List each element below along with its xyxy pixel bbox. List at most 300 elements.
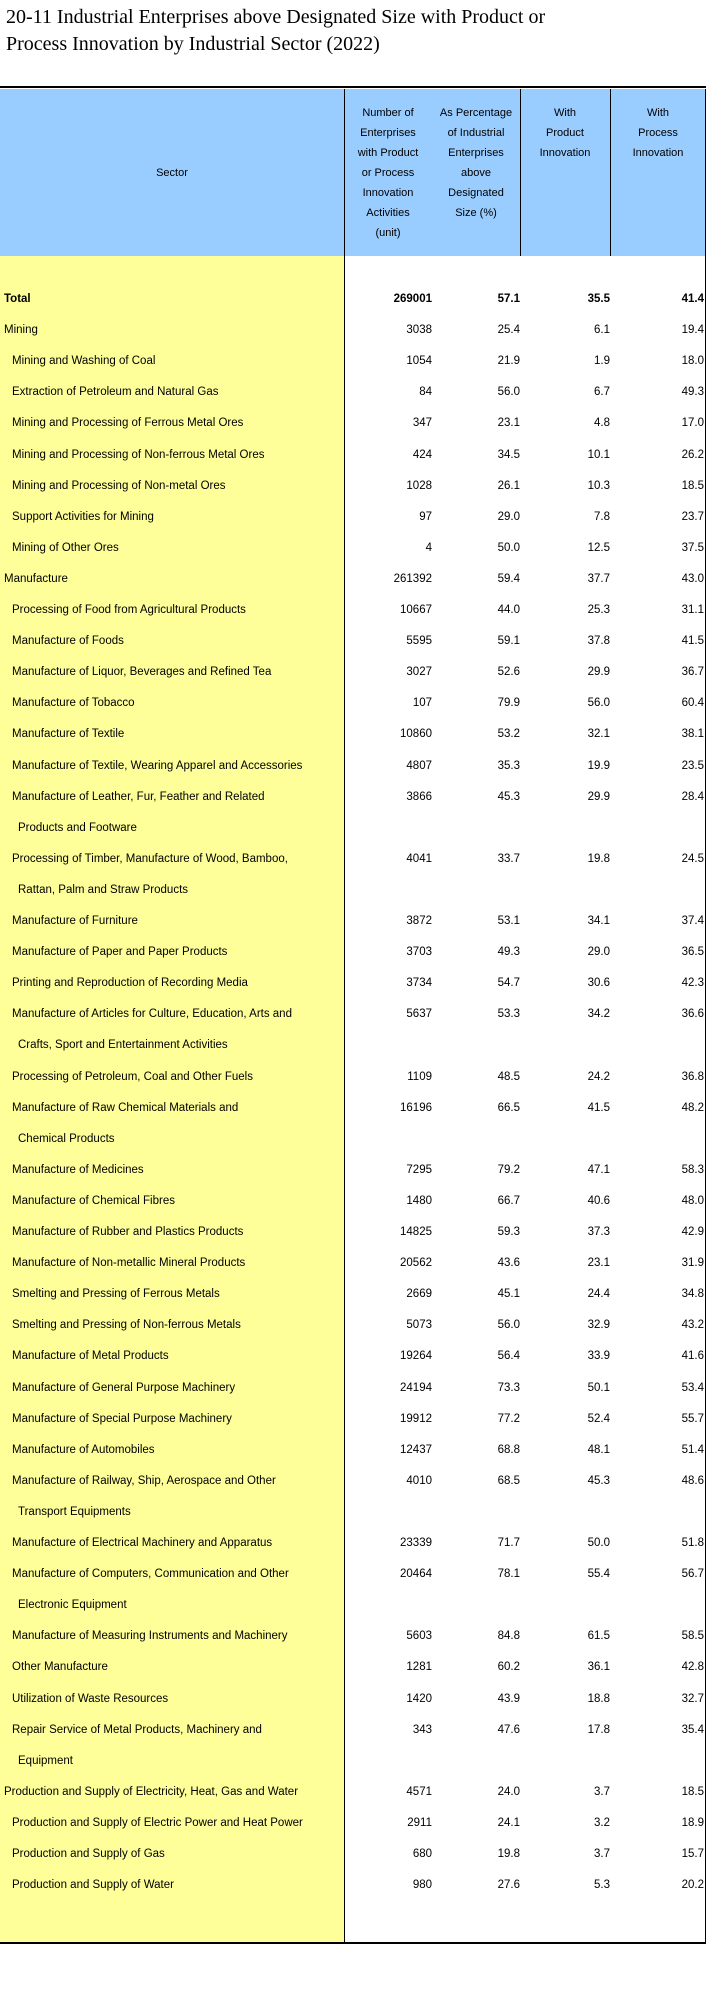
- percentage-cell: 77.2: [497, 1412, 520, 1425]
- table-row: [0, 1341, 706, 1373]
- header-line: Size (%): [455, 207, 497, 219]
- table-bottom-rule: [0, 1942, 706, 1944]
- process-innovation-cell: 49.3: [681, 386, 704, 399]
- enterprises-cell: 23339: [400, 1537, 432, 1549]
- enterprises-cell: 5073: [406, 1319, 432, 1332]
- percentage-cell: 27.6: [497, 1879, 520, 1892]
- percentage-cell: 35.3: [497, 759, 520, 772]
- header-line: Activities: [366, 207, 410, 219]
- sector-cell: Processing of Timber, Manufacture of Wood, Bamboo,: [12, 852, 288, 865]
- product-innovation-cell: 40.6: [587, 1194, 610, 1207]
- table-row: [0, 533, 706, 565]
- percentage-cell: 59.1: [497, 635, 520, 648]
- percentage-cell: 50.0: [497, 541, 520, 554]
- product-innovation-cell: 34.2: [587, 1008, 610, 1021]
- enterprises-cell: 2911: [407, 1816, 432, 1829]
- table-top-rule: [0, 86, 706, 88]
- table-row: [0, 999, 706, 1031]
- enterprises-cell: 4571: [406, 1785, 432, 1798]
- percentage-cell: 59.3: [497, 1226, 520, 1238]
- table-row: [0, 284, 706, 316]
- percentage-cell: 23.1: [497, 417, 520, 430]
- percentage-cell: 29.0: [497, 510, 520, 523]
- enterprises-cell: 3027: [406, 666, 432, 679]
- table-row: [0, 782, 706, 814]
- enterprises-cell: 12437: [400, 1443, 432, 1456]
- table-row: [0, 1062, 706, 1094]
- process-innovation-cell: 19.4: [681, 324, 704, 337]
- process-innovation-cell: 41.6: [681, 1350, 704, 1363]
- sector-cell: Production and Supply of Electric Power and Heat Power: [12, 1816, 303, 1829]
- table-row: [0, 1248, 706, 1280]
- table-row: [0, 1528, 706, 1560]
- product-innovation-cell: 32.1: [587, 728, 610, 741]
- header-line: above: [461, 167, 491, 179]
- enterprises-cell: 10667: [400, 604, 432, 616]
- product-innovation-cell: 23.1: [587, 1257, 610, 1270]
- table-row: [0, 1310, 706, 1342]
- table-row: [0, 1155, 706, 1187]
- enterprises-cell: 20562: [400, 1257, 432, 1270]
- sector-cell: Manufacture of Textile: [12, 728, 125, 741]
- sector-cell: Mining and Processing of Non-metal Ores: [12, 479, 226, 492]
- table-row: [0, 595, 706, 627]
- table-row: [0, 346, 706, 378]
- product-innovation-cell: 37.3: [587, 1226, 610, 1238]
- sector-cell: Chemical Products: [18, 1132, 115, 1145]
- header-line: Product: [546, 127, 584, 139]
- process-innovation-cell: 32.7: [681, 1692, 704, 1705]
- process-innovation-cell: 48.0: [681, 1194, 704, 1207]
- header-line: of Industrial: [447, 127, 505, 139]
- table-row: [0, 440, 706, 472]
- column-divider: [520, 89, 521, 256]
- sector-cell: Electronic Equipment: [18, 1599, 127, 1612]
- percentage-cell: 66.7: [497, 1194, 520, 1207]
- percentage-cell: 34.5: [497, 448, 520, 461]
- title-line-2: Process Innovation by Industrial Sector (2022): [6, 33, 380, 55]
- percentage-cell: 53.1: [497, 915, 520, 927]
- sector-cell: Production and Supply of Gas: [12, 1848, 165, 1860]
- sector-cell: Manufacture of Railway, Ship, Aerospace and Other: [12, 1474, 276, 1487]
- product-innovation-cell: 56.0: [587, 697, 610, 710]
- sector-cell: Manufacture of Liquor, Beverages and Refined Tea: [12, 666, 272, 679]
- enterprises-cell: 680: [412, 1848, 432, 1860]
- process-innovation-cell: 31.1: [681, 604, 704, 616]
- enterprises-cell: 1054: [406, 355, 432, 368]
- process-innovation-cell: 58.5: [681, 1630, 704, 1643]
- percentage-cell: 56.0: [497, 1319, 520, 1332]
- percentage-cell: 24.1: [497, 1816, 520, 1829]
- table-row: [0, 1404, 706, 1436]
- sector-cell: Manufacture of Furniture: [12, 915, 138, 927]
- header-line: Designated: [448, 187, 504, 199]
- product-innovation-cell: 3.2: [594, 1816, 610, 1829]
- sector-cell: Manufacture of Tobacco: [12, 697, 135, 710]
- enterprises-cell: 343: [412, 1723, 432, 1736]
- table-row: [0, 1030, 706, 1062]
- table-row: [0, 626, 706, 658]
- enterprises-cell: 10860: [400, 728, 432, 741]
- table-row: [0, 1373, 706, 1405]
- sector-cell: Repair Service of Metal Products, Machinery and: [12, 1723, 262, 1736]
- enterprises-cell: 5603: [406, 1630, 432, 1643]
- percentage-cell: 73.3: [497, 1381, 520, 1394]
- sector-cell: Manufacture of Metal Products: [12, 1350, 169, 1363]
- sector-cell: Processing of Food from Agricultural Products: [12, 604, 246, 616]
- enterprises-cell: 1420: [406, 1692, 432, 1705]
- table-row: [0, 1621, 706, 1653]
- sector-cell: Other Manufacture: [12, 1661, 108, 1674]
- percentage-cell: 21.9: [497, 355, 520, 368]
- sector-cell: Manufacture of Medicines: [12, 1163, 144, 1176]
- column-divider: [610, 89, 611, 256]
- percentage-cell: 84.8: [497, 1630, 520, 1643]
- process-innovation-cell: 20.2: [681, 1879, 704, 1892]
- table-row: [0, 875, 706, 907]
- enterprises-cell: 3866: [406, 790, 432, 803]
- sector-cell: Manufacture of General Purpose Machinery: [12, 1381, 236, 1394]
- sector-cell: Manufacture of Textile, Wearing Apparel and Accessories: [12, 759, 303, 772]
- sector-cell: Manufacture of Electrical Machinery and Apparatus: [12, 1537, 273, 1549]
- percentage-cell: 49.3: [497, 946, 520, 959]
- product-innovation-cell: 33.9: [587, 1350, 610, 1363]
- header-line: Innovation: [362, 187, 414, 199]
- process-innovation-cell: 48.6: [681, 1474, 704, 1487]
- process-innovation-cell: 55.7: [681, 1412, 704, 1425]
- process-innovation-cell: 60.4: [681, 697, 704, 710]
- percentage-cell: 19.8: [497, 1848, 520, 1860]
- table-row: [0, 1870, 706, 1902]
- header-line: Innovation: [539, 147, 591, 159]
- table-row: [0, 1715, 706, 1747]
- product-innovation-cell: 48.1: [587, 1443, 610, 1456]
- product-innovation-cell: 24.4: [587, 1288, 610, 1301]
- product-innovation-cell: 25.3: [587, 604, 610, 616]
- sector-cell: Manufacture of Special Purpose Machinery: [12, 1412, 232, 1425]
- table-row: [0, 813, 706, 845]
- enterprises-cell: 1281: [406, 1661, 432, 1674]
- header-line: As Percentage: [439, 107, 513, 119]
- percentage-cell: 25.4: [497, 324, 520, 337]
- enterprises-cell: 2669: [406, 1288, 432, 1301]
- sector-cell: Manufacture of Measuring Instruments and Machinery: [12, 1630, 288, 1643]
- process-innovation-cell: 36.8: [681, 1070, 704, 1083]
- percentage-cell: 79.9: [497, 697, 520, 710]
- percentage-cell: 60.2: [497, 1661, 520, 1674]
- sector-cell: Smelting and Pressing of Ferrous Metals: [12, 1288, 220, 1301]
- enterprises-cell: 424: [412, 448, 432, 461]
- product-innovation-cell: 50.0: [587, 1537, 610, 1549]
- sector-cell: Manufacture of Leather, Fur, Feather and Related: [12, 790, 265, 803]
- process-innovation-cell: 58.3: [681, 1163, 704, 1176]
- product-innovation-cell: 29.0: [587, 946, 610, 959]
- percentage-cell: 45.1: [497, 1288, 520, 1301]
- percentage-cell: 68.8: [497, 1443, 520, 1456]
- product-innovation-cell: 61.5: [587, 1630, 610, 1643]
- percentage-cell: 26.1: [497, 479, 520, 492]
- sector-cell: Extraction of Petroleum and Natural Gas: [12, 386, 219, 399]
- enterprises-cell: 980: [412, 1879, 432, 1892]
- percentage-cell: 24.0: [497, 1785, 520, 1798]
- sector-cell: Mining of Other Ores: [12, 541, 119, 554]
- table-row: [0, 751, 706, 783]
- table-row: [0, 471, 706, 503]
- process-innovation-cell: 23.7: [681, 510, 704, 523]
- enterprises-cell: 14825: [400, 1226, 432, 1238]
- enterprises-cell: 1028: [406, 479, 432, 492]
- product-innovation-cell: 47.1: [587, 1163, 610, 1176]
- enterprises-cell: 84: [419, 386, 432, 399]
- sector-cell: Rattan, Palm and Straw Products: [18, 883, 189, 896]
- statistics-table: [0, 86, 706, 1946]
- process-innovation-cell: 51.8: [681, 1537, 704, 1549]
- product-innovation-cell: 41.5: [587, 1101, 610, 1114]
- product-innovation-cell: 37.8: [587, 635, 610, 648]
- product-innovation-cell: 32.9: [587, 1319, 610, 1332]
- table-row: [0, 1497, 706, 1529]
- process-innovation-cell: 28.4: [681, 790, 704, 803]
- sector-cell: Smelting and Pressing of Non-ferrous Metals: [12, 1319, 241, 1332]
- enterprises-cell: 97: [419, 510, 432, 523]
- percentage-cell: 48.5: [497, 1070, 520, 1083]
- sector-cell: Transport Equipments: [18, 1505, 131, 1518]
- enterprises-cell: 5595: [406, 635, 432, 648]
- header-sector: Sector: [156, 166, 188, 179]
- process-innovation-cell: 36.7: [681, 666, 704, 679]
- table-row: [0, 906, 706, 938]
- header-line: Enterprises: [360, 127, 416, 139]
- process-innovation-cell: 18.0: [681, 355, 704, 368]
- enterprises-cell: 24194: [400, 1381, 432, 1394]
- process-innovation-cell: 41.4: [681, 293, 704, 305]
- table-row: [0, 688, 706, 720]
- table-row: [0, 657, 706, 689]
- percentage-cell: 68.5: [497, 1474, 520, 1487]
- product-innovation-cell: 6.7: [594, 386, 610, 399]
- process-innovation-cell: 43.0: [681, 572, 704, 585]
- header-percentage: [432, 89, 520, 256]
- sector-cell: Support Activities for Mining: [12, 510, 154, 523]
- header-line: With: [647, 107, 669, 119]
- table-row: [0, 719, 706, 751]
- process-innovation-cell: 18.5: [681, 1785, 704, 1798]
- sector-cell: Mining: [4, 324, 38, 337]
- enterprises-cell: 5637: [406, 1008, 432, 1021]
- percentage-cell: 71.7: [497, 1537, 520, 1549]
- enterprises-cell: 4041: [406, 852, 432, 865]
- title-line-1: 20-11 Industrial Enterprises above Designated Size with Product or: [6, 6, 546, 28]
- table-row: [0, 502, 706, 534]
- process-innovation-cell: 37.5: [681, 541, 704, 554]
- table-row: [0, 1808, 706, 1840]
- table-row: [0, 377, 706, 409]
- product-innovation-cell: 29.9: [587, 790, 610, 803]
- table-row: [0, 564, 706, 596]
- table-row: [0, 1839, 706, 1871]
- product-innovation-cell: 45.3: [587, 1474, 610, 1487]
- sector-cell: Crafts, Sport and Entertainment Activities: [18, 1039, 228, 1052]
- enterprises-cell: 19264: [400, 1350, 432, 1363]
- sector-cell: Production and Supply of Electricity, Heat, Gas and Water: [4, 1785, 299, 1798]
- percentage-cell: 47.6: [497, 1723, 520, 1736]
- table-row: [0, 1746, 706, 1778]
- enterprises-cell: 16196: [400, 1101, 432, 1114]
- process-innovation-cell: 31.9: [681, 1257, 704, 1270]
- table-row: [0, 1435, 706, 1467]
- sector-cell: Manufacture: [4, 572, 68, 585]
- product-innovation-cell: 19.9: [587, 759, 610, 772]
- enterprises-cell: 1109: [407, 1070, 432, 1083]
- product-innovation-cell: 36.1: [587, 1661, 610, 1674]
- table-row: [0, 1777, 706, 1809]
- percentage-cell: 56.0: [497, 386, 520, 399]
- product-innovation-cell: 24.2: [587, 1070, 610, 1083]
- sector-cell: Mining and Processing of Non-ferrous Metal Ores: [12, 448, 265, 461]
- product-innovation-cell: 5.3: [594, 1879, 610, 1892]
- product-innovation-cell: 19.8: [587, 852, 610, 865]
- product-innovation-cell: 7.8: [594, 510, 610, 523]
- enterprises-cell: 19912: [400, 1412, 432, 1425]
- process-innovation-cell: 42.9: [681, 1226, 704, 1238]
- percentage-cell: 43.9: [497, 1692, 520, 1705]
- product-innovation-cell: 50.1: [587, 1381, 610, 1394]
- percentage-cell: 53.3: [497, 1008, 520, 1021]
- process-innovation-cell: 37.4: [681, 915, 704, 927]
- header-line: with Product: [357, 147, 419, 159]
- enterprises-cell: 347: [412, 417, 432, 430]
- product-innovation-cell: 17.8: [587, 1723, 610, 1736]
- sector-cell: Products and Footware: [18, 821, 137, 834]
- sector-cell: Manufacture of Rubber and Plastics Products: [12, 1226, 244, 1238]
- page-title: [6, 4, 606, 58]
- process-innovation-cell: 41.5: [681, 635, 704, 648]
- sector-cell: Manufacture of Automobiles: [12, 1443, 155, 1456]
- header-enterprises-count: [344, 89, 432, 256]
- header-line: Process: [638, 127, 678, 139]
- process-innovation-cell: 56.7: [681, 1568, 704, 1581]
- percentage-cell: 66.5: [497, 1101, 520, 1114]
- header-process-innovation: [610, 89, 706, 256]
- enterprises-cell: 20464: [400, 1568, 432, 1581]
- process-innovation-cell: 23.5: [681, 759, 704, 772]
- process-innovation-cell: 17.0: [681, 417, 704, 430]
- product-innovation-cell: 10.3: [587, 479, 610, 492]
- process-innovation-cell: 35.4: [681, 1723, 704, 1736]
- process-innovation-cell: 38.1: [681, 728, 704, 741]
- product-innovation-cell: 18.8: [587, 1692, 610, 1705]
- sector-cell: Mining and Processing of Ferrous Metal Ores: [12, 417, 244, 430]
- product-innovation-cell: 34.1: [587, 915, 610, 927]
- product-innovation-cell: 37.7: [587, 572, 610, 585]
- sector-cell: Manufacture of Raw Chemical Materials and: [12, 1101, 239, 1114]
- percentage-cell: 59.4: [497, 572, 520, 585]
- sector-cell: Manufacture of Non-metallic Mineral Products: [12, 1257, 246, 1270]
- percentage-cell: 79.2: [497, 1163, 520, 1176]
- process-innovation-cell: 42.8: [681, 1661, 704, 1674]
- sector-cell: Manufacture of Computers, Communication and Other: [12, 1568, 289, 1581]
- table-row: [0, 844, 706, 876]
- product-innovation-cell: 3.7: [594, 1848, 610, 1860]
- process-innovation-cell: 24.5: [681, 852, 704, 865]
- product-innovation-cell: 30.6: [587, 977, 610, 990]
- percentage-cell: 45.3: [497, 790, 520, 803]
- sector-cell: Equipment: [18, 1754, 73, 1767]
- table-row: [0, 1466, 706, 1498]
- enterprises-cell: 4807: [406, 759, 432, 772]
- header-line: (unit): [375, 227, 401, 239]
- table-row: [0, 1217, 706, 1249]
- sector-cell: Printing and Reproduction of Recording Media: [12, 977, 248, 990]
- percentage-cell: 54.7: [497, 977, 520, 990]
- table-row: [0, 1279, 706, 1311]
- header-product-innovation: [520, 89, 610, 256]
- product-innovation-cell: 35.5: [587, 293, 610, 305]
- header-line: or Process: [361, 167, 415, 179]
- enterprises-cell: 3703: [406, 946, 432, 959]
- enterprises-cell: 3038: [406, 324, 432, 337]
- enterprises-cell: 269001: [393, 293, 432, 305]
- process-innovation-cell: 34.8: [681, 1288, 704, 1301]
- percentage-cell: 78.1: [497, 1568, 520, 1581]
- product-innovation-cell: 3.7: [594, 1785, 610, 1798]
- sector-cell: Mining and Washing of Coal: [12, 355, 156, 368]
- percentage-cell: 56.4: [497, 1350, 520, 1363]
- header-line: Number of: [362, 107, 414, 119]
- sector-cell: Manufacture of Chemical Fibres: [12, 1194, 175, 1207]
- header-line: With: [554, 107, 576, 119]
- process-innovation-cell: 42.3: [681, 977, 704, 990]
- sector-cell: Total: [4, 293, 31, 305]
- enterprises-cell: 3734: [406, 977, 432, 990]
- sector-cell: Manufacture of Foods: [12, 635, 124, 648]
- product-innovation-cell: 6.1: [594, 324, 610, 337]
- product-innovation-cell: 12.5: [587, 541, 610, 554]
- percentage-cell: 44.0: [497, 604, 520, 616]
- product-innovation-cell: 10.1: [587, 448, 610, 461]
- process-innovation-cell: 48.2: [681, 1101, 704, 1114]
- enterprises-cell: 261392: [393, 572, 432, 585]
- percentage-cell: 53.2: [497, 728, 520, 741]
- header-line: Enterprises: [448, 147, 504, 159]
- percentage-cell: 43.6: [497, 1257, 520, 1270]
- enterprises-cell: 4: [425, 541, 432, 554]
- table-row: [0, 1124, 706, 1156]
- header-line: Innovation: [632, 147, 684, 159]
- enterprises-cell: 107: [412, 697, 432, 710]
- sector-cell: Manufacture of Articles for Culture, Education, Arts and: [12, 1008, 292, 1021]
- percentage-cell: 52.6: [497, 666, 520, 679]
- process-innovation-cell: 36.6: [681, 1008, 704, 1021]
- process-innovation-cell: 15.7: [681, 1848, 704, 1860]
- table-row: [0, 1186, 706, 1218]
- process-innovation-cell: 53.4: [681, 1381, 704, 1394]
- table-row: [0, 1652, 706, 1684]
- table-row: [0, 968, 706, 1000]
- table-row: [0, 315, 706, 347]
- table-row: [0, 408, 706, 440]
- table-header: [0, 89, 706, 256]
- product-innovation-cell: 4.8: [594, 417, 610, 430]
- enterprises-cell: 4010: [406, 1474, 432, 1487]
- table-row: [0, 937, 706, 969]
- table-row: [0, 1684, 706, 1716]
- process-innovation-cell: 36.5: [681, 946, 704, 959]
- table-row: [0, 1093, 706, 1125]
- sector-cell: Processing of Petroleum, Coal and Other Fuels: [12, 1070, 253, 1083]
- table-row: [0, 1559, 706, 1591]
- product-innovation-cell: 1.9: [594, 355, 610, 368]
